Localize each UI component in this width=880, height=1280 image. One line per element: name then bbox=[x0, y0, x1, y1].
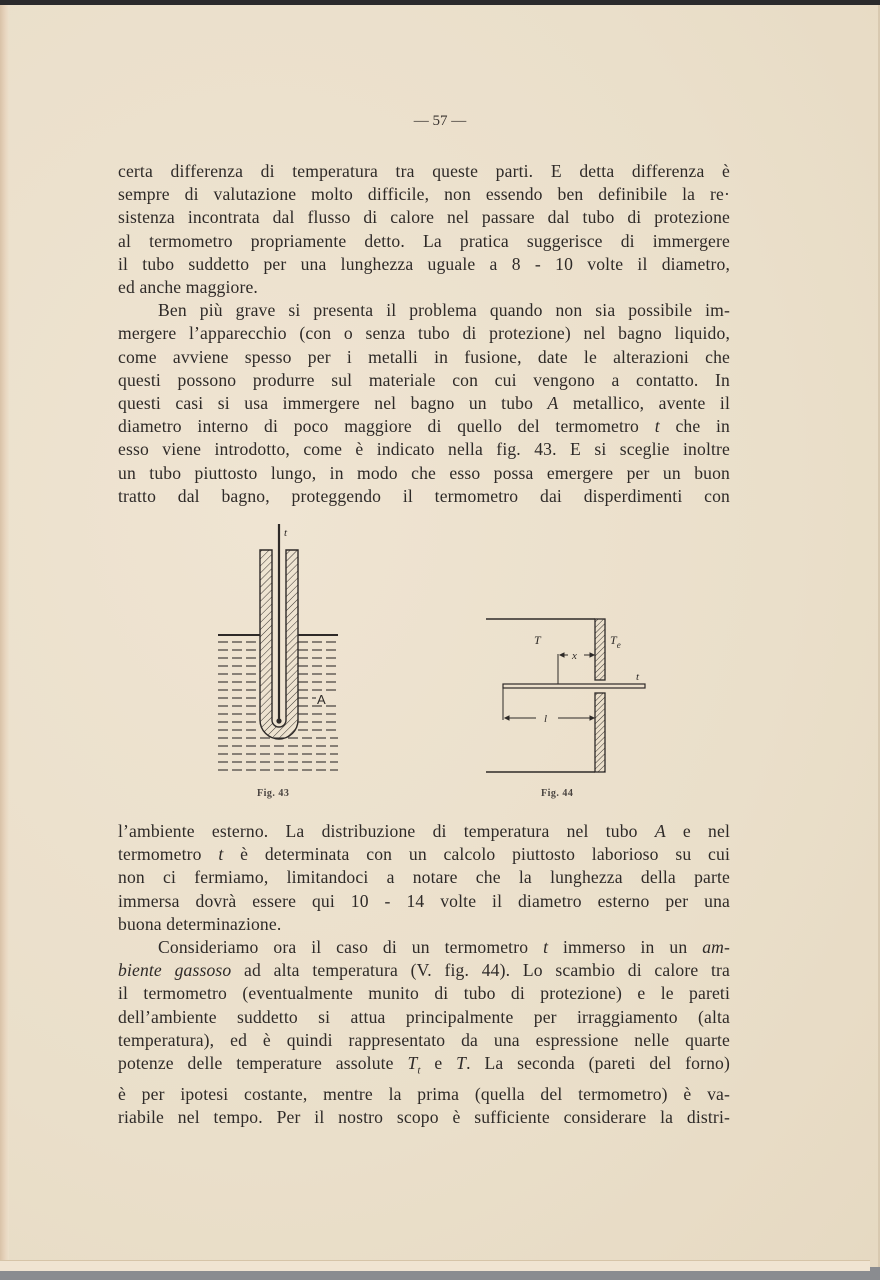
text-line: un tubo piuttosto lungo, in modo che esso possa emergere per un buon bbox=[118, 462, 730, 483]
dimension-x bbox=[560, 653, 594, 657]
thermometer-rod bbox=[503, 684, 645, 688]
text-line: Ben più grave si presenta il problema quando non sia possibile im- bbox=[158, 300, 730, 321]
text-line: buona determinazione. bbox=[118, 913, 282, 934]
text-span: e nel bbox=[665, 821, 731, 841]
text-span: che in bbox=[659, 416, 730, 437]
text-line: immersa dovrà essere qui 10 - 14 volte il diametro esterno per una bbox=[118, 890, 730, 911]
text-line: al termometro propriamente detto. La pratica suggerisce di immergere bbox=[118, 230, 730, 251]
paragraph-block-top bbox=[118, 160, 730, 508]
text-line bbox=[118, 843, 730, 866]
label-Te-subscript: e bbox=[616, 640, 621, 650]
figure-43-caption: Fig. 43 bbox=[257, 788, 290, 799]
text-span: termometro bbox=[118, 844, 219, 865]
text-line: questi possono produrre sul materiale con cui vengono a contatto. In bbox=[118, 369, 730, 390]
label-t: t bbox=[284, 527, 288, 539]
text-line: mergere l’apparecchio (con o senza tubo di protezione) nel bagno liquido, bbox=[118, 323, 730, 344]
symbol-A: A bbox=[547, 393, 559, 414]
page-bottom-edge bbox=[0, 1260, 870, 1271]
text-line: come avviene spesso per i metalli in fusione, date le alterazioni che bbox=[118, 346, 730, 367]
text-span: è determinata con un calcolo piuttosto laborioso su cui bbox=[223, 844, 731, 865]
text-span-italic: biente gassoso bbox=[118, 960, 232, 981]
label-T: T bbox=[534, 633, 541, 647]
text-line: dell’ambiente suddetto si attua principalmente per irraggiamento (alta bbox=[118, 1006, 730, 1027]
text-span: . La seconda (pareti del forno) bbox=[466, 1053, 730, 1074]
label-l: l bbox=[544, 713, 548, 725]
text-line: il tubo suddetto per una lunghezza uguale a 8 - 10 volte il diametro, bbox=[118, 253, 730, 274]
text-line: tratto dal bagno, proteggendo il termometro dai disperdimenti con bbox=[118, 485, 730, 506]
thermometer-bulb bbox=[276, 718, 281, 723]
symbol-T: T bbox=[456, 1053, 467, 1074]
text-span: ad alta temperatura (V. fig. 44). Lo scambio di calore tra bbox=[231, 960, 730, 981]
text-line bbox=[118, 820, 730, 843]
text-line: non ci fermiamo, limitandoci a notare che la lunghezza della parte bbox=[118, 867, 730, 888]
symbol-A: A bbox=[654, 821, 666, 841]
page-number: — 57 — bbox=[413, 113, 467, 129]
text-span: l’ambiente esterno. La distribuzione di temperatura nel tubo bbox=[118, 821, 655, 841]
text-line bbox=[118, 1052, 730, 1083]
text-line bbox=[118, 392, 730, 415]
text-span: e bbox=[420, 1053, 457, 1074]
text-line: temperatura), ed è quindi rappresentato da una espressione nelle quarte bbox=[118, 1029, 730, 1050]
text-line: riabile nel tempo. Per il nostro scopo è sufficiente considerare la distri- bbox=[118, 1106, 730, 1127]
text-span: metallico, avente il bbox=[558, 393, 730, 414]
text-span: Consideriamo ora il caso di un termometro bbox=[158, 937, 544, 958]
label-t: t bbox=[636, 671, 640, 683]
text-span: questi casi si usa immergere nel bagno un tubo bbox=[118, 393, 548, 414]
text-line: il termometro (eventualmente munito di tubo di protezione) e le pareti bbox=[118, 983, 730, 1004]
label-A: A bbox=[317, 692, 326, 707]
paragraph-block-bottom bbox=[118, 820, 730, 1129]
text-line bbox=[118, 936, 730, 959]
text-line: esso viene introdotto, come è indicato nella fig. 43. E si sceglie inoltre bbox=[118, 439, 730, 460]
text-line: certa differenza di temperatura tra queste parti. E detta differenza è bbox=[118, 161, 730, 181]
text-span: diametro interno di poco maggiore di quello del termometro bbox=[118, 416, 655, 437]
symbol-t: t bbox=[654, 416, 660, 437]
text-line: sistenza incontrata dal flusso di calore nel passare dal tubo di protezione bbox=[118, 207, 730, 228]
text-line bbox=[118, 415, 730, 438]
label-Te: $T_e$ bbox=[610, 633, 621, 650]
text-span: potenze delle temperature assolute bbox=[118, 1053, 408, 1074]
text-span-italic: am- bbox=[702, 937, 730, 958]
label-x: x bbox=[572, 650, 577, 662]
symbol-T: T bbox=[407, 1053, 418, 1074]
figure-44-caption: Fig. 44 bbox=[541, 788, 574, 799]
text-line: ed anche maggiore. bbox=[118, 277, 258, 298]
subscript-t: t bbox=[417, 1064, 421, 1077]
wall-upper-section bbox=[595, 619, 605, 680]
text-span: immerso in un bbox=[548, 937, 703, 958]
symbol-t: t bbox=[218, 844, 224, 865]
text-line: è per ipotesi costante, mentre la prima (quella del termometro) è va- bbox=[118, 1083, 730, 1104]
figure-43-immersed-tube bbox=[214, 520, 344, 782]
figure-44-gas-enclosure bbox=[484, 614, 649, 779]
dimension-l bbox=[505, 716, 594, 720]
symbol-t: t bbox=[543, 937, 549, 958]
page-spine-shadow bbox=[0, 5, 9, 1267]
text-line bbox=[118, 959, 730, 982]
wall-lower-section bbox=[595, 693, 605, 772]
text-line: sempre di valutazione molto difficile, non essendo ben definibile la re· bbox=[118, 184, 730, 205]
